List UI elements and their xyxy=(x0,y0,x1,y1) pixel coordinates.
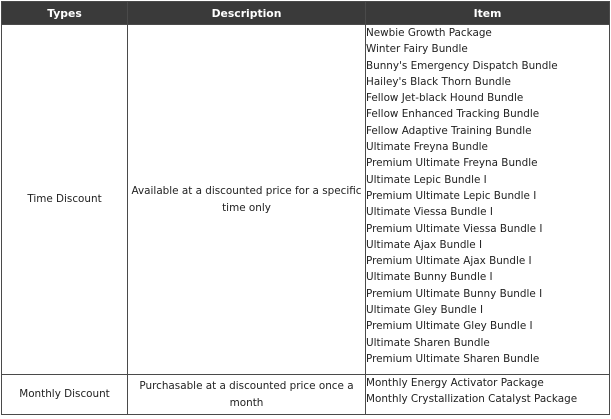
item-entry: Ultimate Lepic Bundle I xyxy=(366,173,487,186)
item-entry: Ultimate Freyna Bundle xyxy=(366,141,488,154)
item-entry: Ultimate Sharen Bundle xyxy=(366,336,490,349)
item-entry: Fellow Jet-black Hound Bundle xyxy=(366,92,524,105)
header-types: Types xyxy=(2,2,128,25)
header-item: Item xyxy=(366,2,610,25)
item-entry: Premium Ultimate Sharen Bundle xyxy=(366,352,540,365)
item-entry: Premium Ultimate Viessa Bundle I xyxy=(366,222,543,235)
item-entry: Premium Ultimate Lepic Bundle I xyxy=(366,189,537,202)
item-entry: Newbie Growth Package xyxy=(366,27,492,39)
item-entry: Premium Ultimate Freyna Bundle xyxy=(366,157,538,170)
items-cell xyxy=(366,25,610,375)
item-entry: Premium Ultimate Ajax Bundle I xyxy=(366,255,532,268)
item-entry: Fellow Adaptive Training Bundle xyxy=(366,124,532,137)
item-entry: Fellow Enhanced Tracking Bundle xyxy=(366,108,540,121)
item-entry: Ultimate Viessa Bundle I xyxy=(366,206,493,219)
items-cell xyxy=(366,375,610,415)
item-entry: Ultimate Ajax Bundle I xyxy=(366,238,483,251)
table-row-monthly-discount xyxy=(2,375,610,415)
type-cell: Time Discount xyxy=(2,25,128,375)
table-row-time-discount xyxy=(2,25,610,375)
item-entry: Premium Ultimate Gley Bundle I xyxy=(366,320,533,333)
item-entry: Ultimate Gley Bundle I xyxy=(366,304,484,317)
item-entry: Monthly Energy Activator Package xyxy=(366,377,544,389)
description-cell: Purchasable at a discounted price once a month xyxy=(128,375,366,415)
item-entry: Winter Fairy Bundle xyxy=(366,43,468,56)
type-cell: Monthly Discount xyxy=(2,375,128,415)
table-header-row xyxy=(2,2,610,25)
discount-table xyxy=(1,1,610,415)
item-entry: Ultimate Bunny Bundle I xyxy=(366,271,493,284)
item-entry: Bunny's Emergency Dispatch Bundle xyxy=(366,59,558,72)
description-cell: Available at a discounted price for a specific time only xyxy=(128,25,366,375)
item-entry: Premium Ultimate Bunny Bundle I xyxy=(366,287,543,300)
item-entry: Hailey's Black Thorn Bundle xyxy=(366,75,511,88)
header-description: Description xyxy=(128,2,366,25)
item-entry: Monthly Crystallization Catalyst Package xyxy=(366,393,578,406)
